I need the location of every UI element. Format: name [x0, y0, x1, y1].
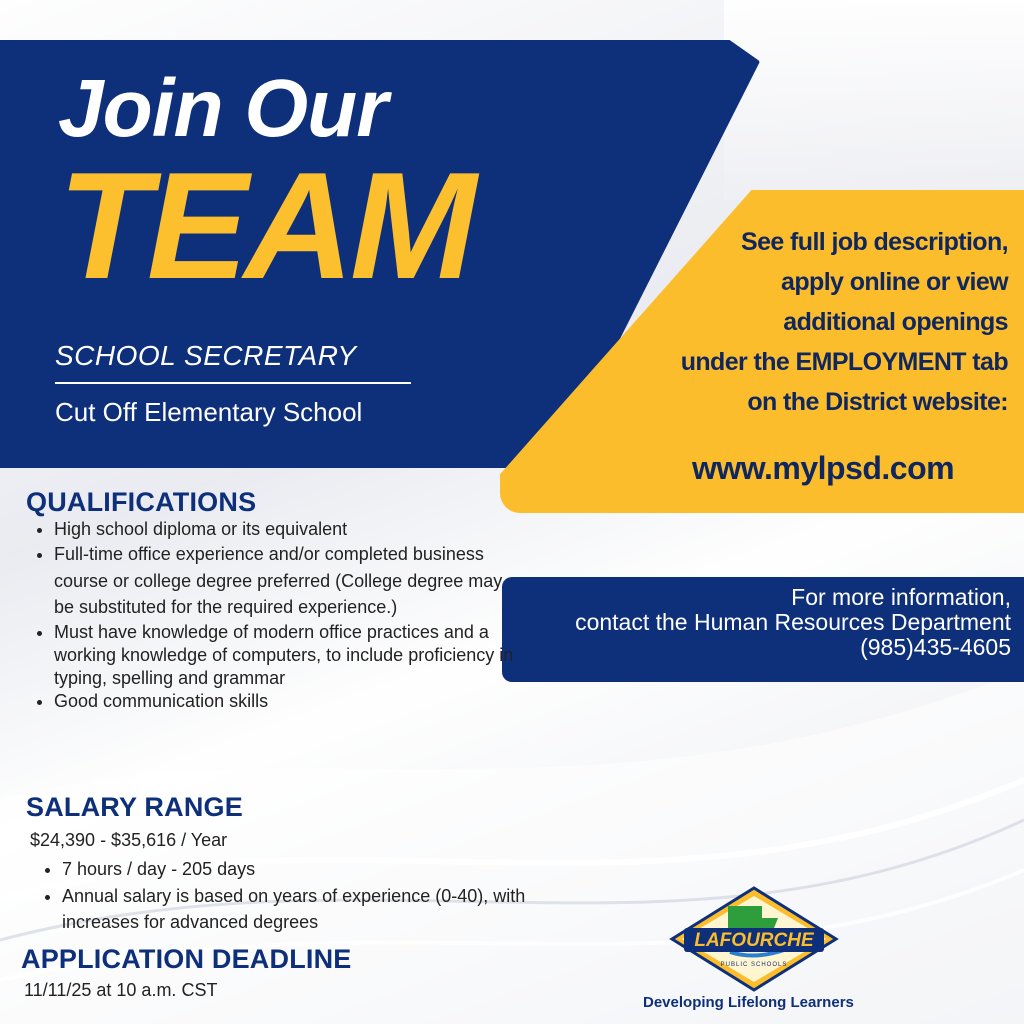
headline-team: TEAM [58, 141, 473, 311]
position-divider [55, 382, 411, 384]
logo-wordmark: LAFOURCHE [694, 930, 814, 951]
headline-join-our: Join Our [58, 63, 388, 154]
list-item: • Good communication skills [54, 690, 524, 713]
contact-line: For more information, [791, 584, 1011, 610]
position-title: SCHOOL SECRETARY [55, 340, 357, 371]
salary-details-list [40, 856, 562, 936]
contact-phone[interactable]: (985)435-4605 [860, 634, 1011, 660]
apply-instructions [588, 222, 1008, 422]
list-item: • Annual salary is based on years of experience (0-40), with increases for advanced degrees [62, 883, 562, 936]
apply-line: apply online or view [781, 268, 1008, 296]
qualifications-list [32, 518, 524, 713]
deadline-heading: APPLICATION DEADLINE [21, 944, 352, 974]
contact-line: contact the Human Resources Department [575, 609, 1011, 635]
salary-range-value: $24,390 - $35,616 / Year [30, 830, 228, 850]
apply-line: under the EMPLOYMENT tab [680, 348, 1008, 376]
lafourche-logo [666, 884, 842, 994]
contact-info [511, 585, 1011, 660]
apply-line: additional openings [783, 308, 1008, 336]
deadline-date: 11/11/25 at 10 a.m. CST [24, 980, 218, 1000]
apply-line: See full job description, [741, 228, 1008, 256]
list-item: • High school diploma or its equivalent [54, 518, 524, 541]
logo-subtext: PUBLIC SCHOOLS [720, 962, 788, 968]
faint-building-backdrop [724, 0, 1024, 200]
district-website-link[interactable]: www.mylpsd.com [692, 450, 955, 486]
list-item: • Full-time office experience and/or completed business course or college degree preferred (College degree may be substituted for the required experience.) [54, 541, 524, 621]
list-item: • Must have knowledge of modern office practices and a working knowledge of computers, to include proficiency in typing, spelling and grammar [54, 621, 524, 690]
school-name: Cut Off Elementary School [55, 397, 363, 427]
qualifications-heading: QUALIFICATIONS [26, 487, 257, 517]
logo-tagline: Developing Lifelong Learners [643, 994, 854, 1011]
list-item: • 7 hours / day - 205 days [62, 856, 562, 883]
apply-line: on the District website: [747, 388, 1008, 416]
salary-heading: SALARY RANGE [26, 792, 243, 822]
